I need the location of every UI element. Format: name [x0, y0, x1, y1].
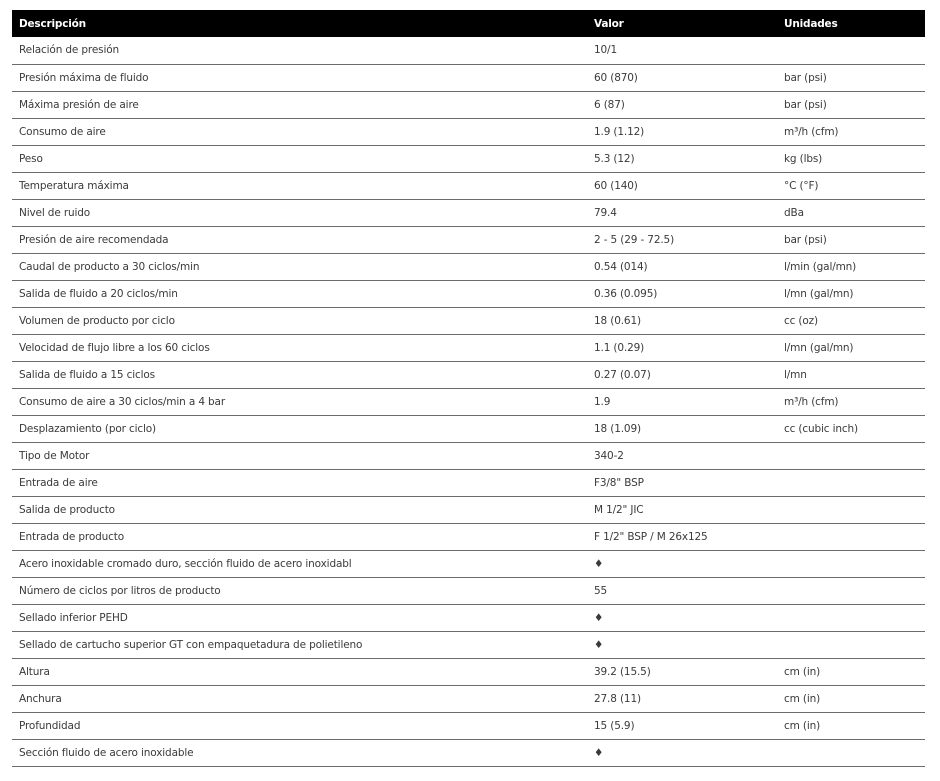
table-row: [12, 442, 925, 469]
table-row: [12, 334, 925, 361]
header-unidades: Unidades: [784, 17, 838, 30]
cell-description: Máxima presión de aire: [12, 91, 587, 118]
cell-unit: [777, 604, 925, 631]
table-row: [12, 388, 925, 415]
cell-description: Presión de aire recomendada: [12, 226, 587, 253]
cell-value: 27.8 (11): [587, 685, 777, 712]
cell-unit: [777, 577, 925, 604]
table-row: [12, 226, 925, 253]
cell-unit: [777, 37, 925, 64]
cell-unit: [777, 550, 925, 577]
cell-description: Presión máxima de fluido: [12, 64, 587, 91]
cell-unit: [777, 442, 925, 469]
cell-unit: bar (psi): [777, 91, 925, 118]
table-row: [12, 496, 925, 523]
cell-unit: °C (°F): [777, 172, 925, 199]
cell-value: 0.27 (0.07): [587, 361, 777, 388]
cell-value: 2 - 5 (29 - 72.5): [587, 226, 777, 253]
table-body: [12, 37, 925, 766]
table-row: [12, 37, 925, 64]
cell-value: 1.9 (1.12): [587, 118, 777, 145]
cell-unit: l/mn: [777, 361, 925, 388]
table-row: [12, 577, 925, 604]
cell-unit: cm (in): [777, 712, 925, 739]
table-row: [12, 739, 925, 766]
table-row: [12, 118, 925, 145]
cell-value: ♦: [587, 604, 777, 631]
table-header: [12, 10, 925, 37]
cell-value: F 1/2" BSP / M 26x125: [587, 523, 777, 550]
cell-value: 60 (140): [587, 172, 777, 199]
cell-unit: l/mn (gal/mn): [777, 280, 925, 307]
cell-unit: cc (cubic inch): [777, 415, 925, 442]
table-row: [12, 199, 925, 226]
cell-value: 39.2 (15.5): [587, 658, 777, 685]
cell-unit: [777, 739, 925, 766]
cell-value: ♦: [587, 739, 777, 766]
cell-value: 60 (870): [587, 64, 777, 91]
table-row: [12, 145, 925, 172]
specifications-table: [12, 10, 925, 767]
cell-description: Sellado de cartucho superior GT con empaquetadura de polietileno: [12, 631, 587, 658]
cell-unit: cc (oz): [777, 307, 925, 334]
cell-value: 340-2: [587, 442, 777, 469]
cell-description: Salida de fluido a 20 ciclos/min: [12, 280, 587, 307]
cell-value: 55: [587, 577, 777, 604]
header-descripcion: Descripción: [19, 17, 86, 30]
cell-description: Anchura: [12, 685, 587, 712]
cell-value: 5.3 (12): [587, 145, 777, 172]
table-row: [12, 550, 925, 577]
cell-description: Número de ciclos por litros de producto: [12, 577, 587, 604]
cell-value: 18 (0.61): [587, 307, 777, 334]
cell-value: 15 (5.9): [587, 712, 777, 739]
cell-value: 1.1 (0.29): [587, 334, 777, 361]
table-row: [12, 712, 925, 739]
cell-description: Consumo de aire a 30 ciclos/min a 4 bar: [12, 388, 587, 415]
cell-description: Sellado inferior PEHD: [12, 604, 587, 631]
cell-unit: [777, 496, 925, 523]
table-row: [12, 604, 925, 631]
header-row: [12, 10, 925, 37]
table-row: [12, 685, 925, 712]
cell-value: 0.54 (014): [587, 253, 777, 280]
table-row: [12, 91, 925, 118]
cell-description: Salida de fluido a 15 ciclos: [12, 361, 587, 388]
header-valor: Valor: [594, 17, 624, 30]
cell-description: Caudal de producto a 30 ciclos/min: [12, 253, 587, 280]
table-row: [12, 523, 925, 550]
table-row: [12, 415, 925, 442]
table-row: [12, 280, 925, 307]
cell-description: Profundidad: [12, 712, 587, 739]
table-row: [12, 658, 925, 685]
cell-description: Peso: [12, 145, 587, 172]
table-row: [12, 361, 925, 388]
cell-unit: [777, 631, 925, 658]
cell-description: Entrada de producto: [12, 523, 587, 550]
cell-description: Altura: [12, 658, 587, 685]
cell-value: 79.4: [587, 199, 777, 226]
cell-unit: bar (psi): [777, 226, 925, 253]
cell-unit: l/mn (gal/mn): [777, 334, 925, 361]
cell-description: Relación de presión: [12, 37, 587, 64]
cell-value: 1.9: [587, 388, 777, 415]
cell-unit: [777, 523, 925, 550]
cell-description: Consumo de aire: [12, 118, 587, 145]
table-row: [12, 172, 925, 199]
table-row: [12, 253, 925, 280]
cell-description: Entrada de aire: [12, 469, 587, 496]
cell-description: Tipo de Motor: [12, 442, 587, 469]
cell-unit: cm (in): [777, 685, 925, 712]
cell-description: Acero inoxidable cromado duro, sección fluido de acero inoxidabl: [12, 550, 587, 577]
table-row: [12, 469, 925, 496]
cell-description: Velocidad de flujo libre a los 60 ciclos: [12, 334, 587, 361]
cell-unit: [777, 469, 925, 496]
cell-unit: l/min (gal/mn): [777, 253, 925, 280]
cell-unit: bar (psi): [777, 64, 925, 91]
cell-unit: dBa: [777, 199, 925, 226]
cell-value: ♦: [587, 550, 777, 577]
cell-value: 0.36 (0.095): [587, 280, 777, 307]
cell-value: 6 (87): [587, 91, 777, 118]
cell-description: Temperatura máxima: [12, 172, 587, 199]
cell-description: Salida de producto: [12, 496, 587, 523]
cell-description: Desplazamiento (por ciclo): [12, 415, 587, 442]
cell-description: Sección fluido de acero inoxidable: [12, 739, 587, 766]
cell-value: M 1/2" JIC: [587, 496, 777, 523]
cell-value: 18 (1.09): [587, 415, 777, 442]
cell-description: Nivel de ruido: [12, 199, 587, 226]
table-row: [12, 64, 925, 91]
cell-value: 10/1: [587, 37, 777, 64]
cell-unit: m³/h (cfm): [777, 118, 925, 145]
cell-unit: m³/h (cfm): [777, 388, 925, 415]
cell-unit: kg (lbs): [777, 145, 925, 172]
table-row: [12, 631, 925, 658]
table-row: [12, 307, 925, 334]
cell-value: F3/8" BSP: [587, 469, 777, 496]
cell-description: Volumen de producto por ciclo: [12, 307, 587, 334]
cell-unit: cm (in): [777, 658, 925, 685]
cell-value: ♦: [587, 631, 777, 658]
